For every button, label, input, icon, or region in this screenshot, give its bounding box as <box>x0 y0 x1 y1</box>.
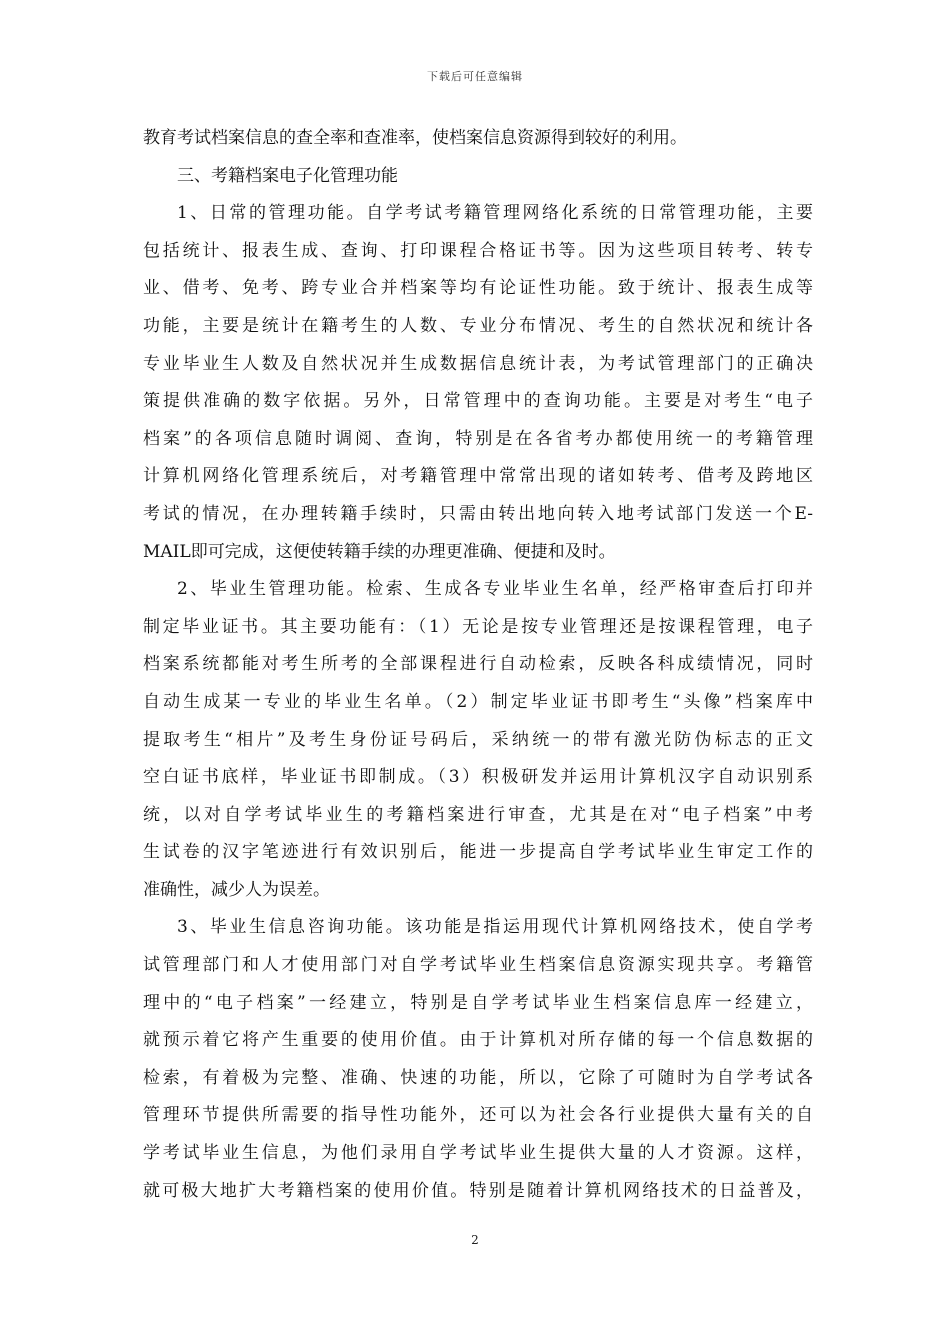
text-line: 提取考生“相片”及考生身份证号码后，采纳统一的带有激光防伪标志的正文 <box>143 729 813 750</box>
page-number: 2 <box>471 1233 479 1247</box>
text-line: 管理环节提供所需要的指导性功能外，还可以为社会各行业提供大量有关的自 <box>143 1105 813 1126</box>
text-line: 学考试毕业生信息，为他们录用自学考试毕业生提供大量的人才资源。这样， <box>143 1143 813 1164</box>
document-body <box>143 120 813 1210</box>
text-line: 业、借考、免考、跨专业合并档案等均有论证性功能。致于统计、报表生成等 <box>143 278 813 299</box>
text-line: 包括统计、报表生成、查询、打印课程合格证书等。因为这些项目转考、转专 <box>143 240 813 261</box>
text-line: 教育考试档案信息的查全率和查准率，使档案信息资源得到较好的利用。 <box>143 128 687 148</box>
text-line: 2、毕业生管理功能。检索、生成各专业毕业生名单，经严格审查后打印并 <box>177 579 813 600</box>
text-line: 统，以对自学考试毕业生的考籍档案进行审查，尤其是在对“电子档案”中考 <box>143 804 813 825</box>
text-line: 档案”的各项信息随时调阅、查询，特别是在各省考办都使用统一的考籍管理 <box>143 428 813 449</box>
text-line: 试管理部门和人才使用部门对自学考试毕业生档案信息资源实现共享。考籍管 <box>143 955 813 976</box>
text-line: 检索，有着极为完整、准确、快速的功能，所以，它除了可随时为自学考试各 <box>143 1067 813 1088</box>
text-line: 就预示着它将产生重要的使用价值。由于计算机对所存储的每一个信息数据的 <box>143 1030 813 1051</box>
text-line: 策提供准确的数字依据。另外，日常管理中的查询功能。主要是对考生“电子 <box>143 391 813 412</box>
text-line: 理中的“电子档案”一经建立，特别是自学考试毕业生档案信息库一经建立， <box>143 992 813 1013</box>
text-line: 就可极大地扩大考籍档案的使用价值。特别是随着计算机网络技术的日益普及， <box>143 1180 813 1201</box>
text-line: 功能，主要是统计在籍考生的人数、专业分布情况、考生的自然状况和统计各 <box>143 315 813 336</box>
text-line: 准确性，减少人为误差。 <box>143 879 330 900</box>
text-line: MAIL即可完成，这便使转籍手续的办理更准确、便捷和及时。 <box>143 541 616 562</box>
text-line: 计算机网络化管理系统后，对考籍管理中常常出现的诸如转考、借考及跨地区 <box>143 466 813 487</box>
text-line: 自动生成某一专业的毕业生名单。（2）制定毕业证书即考生“头像”档案库中 <box>143 691 813 712</box>
text-line: 档案系统都能对考生所考的全部课程进行自动检索，反映各科成绩情况，同时 <box>143 654 813 675</box>
page-header: 下载后可任意编辑 <box>427 70 523 83</box>
text-line: 生试卷的汉字笔迹进行有效识别后，能进一步提高自学考试毕业生审定工作的 <box>143 842 813 863</box>
text-line: 空白证书底样，毕业证书即制成。（3）积极研发并运用计算机汉字自动识别系 <box>143 767 813 788</box>
text-line: 考试的情况，在办理转籍手续时，只需由转出地向转入地考试部门发送一个E- <box>143 503 813 524</box>
text-line: 3、毕业生信息咨询功能。该功能是指运用现代计算机网络技术，使自学考 <box>177 917 813 938</box>
text-line: 1、日常的管理功能。自学考试考籍管理网络化系统的日常管理功能，主要 <box>177 203 813 224</box>
section-heading: 三、考籍档案电子化管理功能 <box>177 165 398 186</box>
text-line: 制定毕业证书。其主要功能有：（1）无论是按专业管理还是按课程管理，电子 <box>143 616 813 637</box>
text-line: 专业毕业生人数及自然状况并生成数据信息统计表，为考试管理部门的正确决 <box>143 353 813 374</box>
